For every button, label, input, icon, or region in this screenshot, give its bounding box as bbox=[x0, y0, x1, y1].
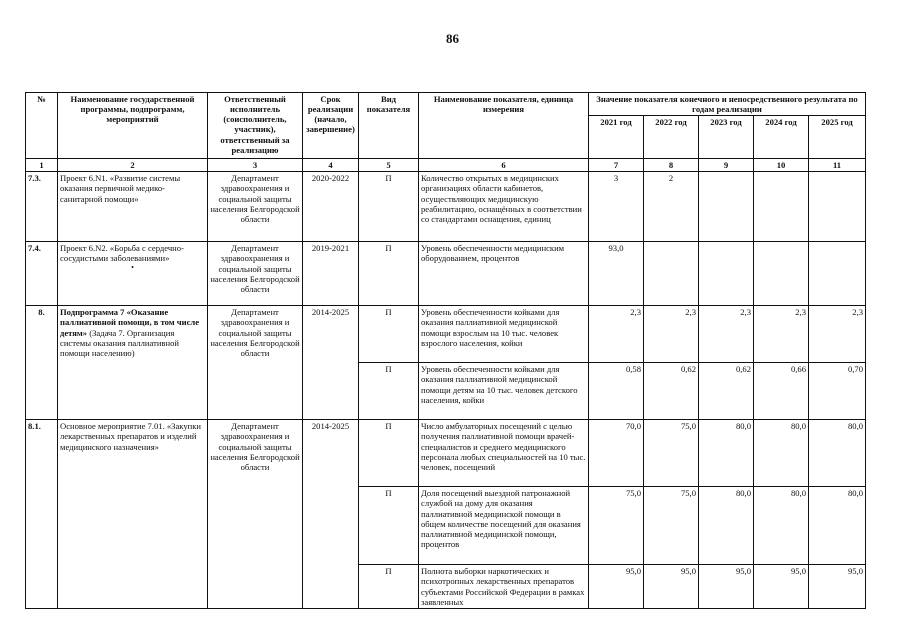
value-2022 bbox=[644, 242, 699, 306]
value-2023: 2,3 bbox=[699, 306, 754, 363]
column-numbers-row bbox=[26, 159, 866, 172]
page-number: 86 bbox=[446, 31, 459, 46]
header-term: Срок реализации (начало, завершение) bbox=[303, 93, 359, 159]
value-2022: 95,0 bbox=[644, 565, 699, 609]
header-year: 2025 год bbox=[809, 116, 866, 159]
program-name: Основное мероприятие 7.01. «Закупки лекарственных препаратов и изделий медицинского назначения» bbox=[58, 420, 208, 609]
value-2022: 2,3 bbox=[644, 306, 699, 363]
header-year: 2022 год bbox=[644, 116, 699, 159]
header-year: 2024 год bbox=[754, 116, 809, 159]
program-name: Проект 6.N1. «Развитие системы оказания первичной медико-санитарной помощи» bbox=[58, 172, 208, 242]
program-name-text: Проект 6.N2. «Борьба с сердечно-сосудистыми заболеваниями» bbox=[60, 243, 184, 264]
indicator-type: П bbox=[359, 306, 419, 363]
header-indicator: Наименование показателя, единица измерения bbox=[419, 93, 589, 159]
term: 2014-2025 bbox=[303, 306, 359, 420]
value-2022: 0,62 bbox=[644, 363, 699, 420]
row-number: 7.3. bbox=[26, 172, 58, 242]
subprogram-title: Подпрограмма 7 «Оказание паллиативной помощи, в том числе детям» bbox=[60, 307, 200, 338]
value-2022: 75,0 bbox=[644, 487, 699, 565]
indicator-type: П bbox=[359, 363, 419, 420]
row-number: 7.4. bbox=[26, 242, 58, 306]
executor: Департамент здравоохранения и социальной защиты населения Белгородской области bbox=[208, 306, 303, 420]
table-row bbox=[26, 306, 866, 363]
term: 2020-2022 bbox=[303, 172, 359, 242]
header-type: Вид показателя bbox=[359, 93, 419, 159]
value-2022: 2 bbox=[644, 172, 699, 242]
value-2023: 95,0 bbox=[699, 565, 754, 609]
header-values: Значение показателя конечного и непосредственного результата по годам реализации bbox=[589, 93, 866, 116]
column-number: 10 bbox=[754, 159, 809, 172]
value-2021: 70,0 bbox=[589, 420, 644, 487]
value-2021: 93,0 bbox=[589, 242, 644, 306]
indicators-table bbox=[25, 92, 866, 609]
indicator-type: П bbox=[359, 172, 419, 242]
value-2021: 95,0 bbox=[589, 565, 644, 609]
value-2023: 0,62 bbox=[699, 363, 754, 420]
executor: Департамент здравоохранения и социальной защиты населения Белгородской области bbox=[208, 420, 303, 609]
indicator-type: П bbox=[359, 487, 419, 565]
indicator-type: П bbox=[359, 565, 419, 609]
indicator-name: Уровень обеспеченности койками для оказания паллиативной медицинской помощи детям на 10 тыс. человек детского населения, койки bbox=[419, 363, 589, 420]
value-2025: 95,0 bbox=[809, 565, 866, 609]
value-2023: 80,0 bbox=[699, 487, 754, 565]
value-2024: 95,0 bbox=[754, 565, 809, 609]
value-2024 bbox=[754, 242, 809, 306]
table-row bbox=[26, 242, 866, 306]
value-2024: 80,0 bbox=[754, 420, 809, 487]
column-number: 5 bbox=[359, 159, 419, 172]
header-year: 2023 год bbox=[699, 116, 754, 159]
indicator-name: Уровень обеспеченности медицинским оборудованием, процентов bbox=[419, 242, 589, 306]
value-2025: 0,70 bbox=[809, 363, 866, 420]
header-executor: Ответственный исполнитель (соисполнитель, участник), ответственный за реализацию bbox=[208, 93, 303, 159]
value-2021: 2,3 bbox=[589, 306, 644, 363]
value-2025: 80,0 bbox=[809, 487, 866, 565]
column-number: 3 bbox=[208, 159, 303, 172]
value-2024 bbox=[754, 172, 809, 242]
value-2025: 2,3 bbox=[809, 306, 866, 363]
column-number: 8 bbox=[644, 159, 699, 172]
table-row bbox=[26, 172, 866, 242]
row-number: 8.1. bbox=[26, 420, 58, 609]
row-number: 8. bbox=[26, 306, 58, 420]
column-number: 6 bbox=[419, 159, 589, 172]
header-year: 2021 год bbox=[589, 116, 644, 159]
value-2025: 80,0 bbox=[809, 420, 866, 487]
value-2023: 80,0 bbox=[699, 420, 754, 487]
program-name bbox=[58, 306, 208, 420]
column-number: 4 bbox=[303, 159, 359, 172]
indicator-name: Число амбулаторных посещений с целью получения паллиативной помощи врачей-специалистов и среднего медицинского персонала любых специальностей на 10 тыс. человек, посещений bbox=[419, 420, 589, 487]
table-row bbox=[26, 420, 866, 487]
indicator-name: Полнота выборки наркотических и психотропных лекарственных препаратов субъектами Российской Федерации в рамках заявленных bbox=[419, 565, 589, 609]
dot-mark: • bbox=[131, 262, 134, 272]
header-num: № bbox=[26, 93, 58, 159]
subprogram-task: (Задача 7. Организация системы оказания паллиативной помощи населению) bbox=[60, 327, 179, 358]
indicator-name: Уровень обеспеченности койками для оказания паллиативной медицинской помощи взрослым на 10 тыс. человек взрослого населения, койки bbox=[419, 306, 589, 363]
value-2023 bbox=[699, 172, 754, 242]
program-name bbox=[58, 242, 208, 306]
indicator-type: П bbox=[359, 242, 419, 306]
indicator-type: П bbox=[359, 420, 419, 487]
value-2021: 0,58 bbox=[589, 363, 644, 420]
column-number: 11 bbox=[809, 159, 866, 172]
executor: Департамент здравоохранения и социальной защиты населения Белгородской области bbox=[208, 242, 303, 306]
executor: Департамент здравоохранения и социальной защиты населения Белгородской области bbox=[208, 172, 303, 242]
value-2023 bbox=[699, 242, 754, 306]
indicator-name: Количество открытых в медицинских организациях области кабинетов, осуществляющих медицинскую реабилитацию, оснащённых в соответствии со стандартами оснащения, единиц bbox=[419, 172, 589, 242]
indicator-name: Доля посещений выездной патронажной службой на дому для оказания паллиативной медицинской помощи в общем количестве посещений для оказания паллиативной медицинской помощи, процентов bbox=[419, 487, 589, 565]
header-program: Наименование государственной программы, подпрограмм, мероприятий bbox=[58, 93, 208, 159]
term: 2019-2021 bbox=[303, 242, 359, 306]
value-2021: 3 bbox=[589, 172, 644, 242]
column-number: 9 bbox=[699, 159, 754, 172]
column-number: 2 bbox=[58, 159, 208, 172]
value-2021: 75,0 bbox=[589, 487, 644, 565]
value-2022: 75,0 bbox=[644, 420, 699, 487]
value-2025 bbox=[809, 242, 866, 306]
value-2024: 2,3 bbox=[754, 306, 809, 363]
term: 2014-2025 bbox=[303, 420, 359, 609]
value-2025 bbox=[809, 172, 866, 242]
value-2024: 0,66 bbox=[754, 363, 809, 420]
value-2024: 80,0 bbox=[754, 487, 809, 565]
column-number: 1 bbox=[26, 159, 58, 172]
column-number: 7 bbox=[589, 159, 644, 172]
